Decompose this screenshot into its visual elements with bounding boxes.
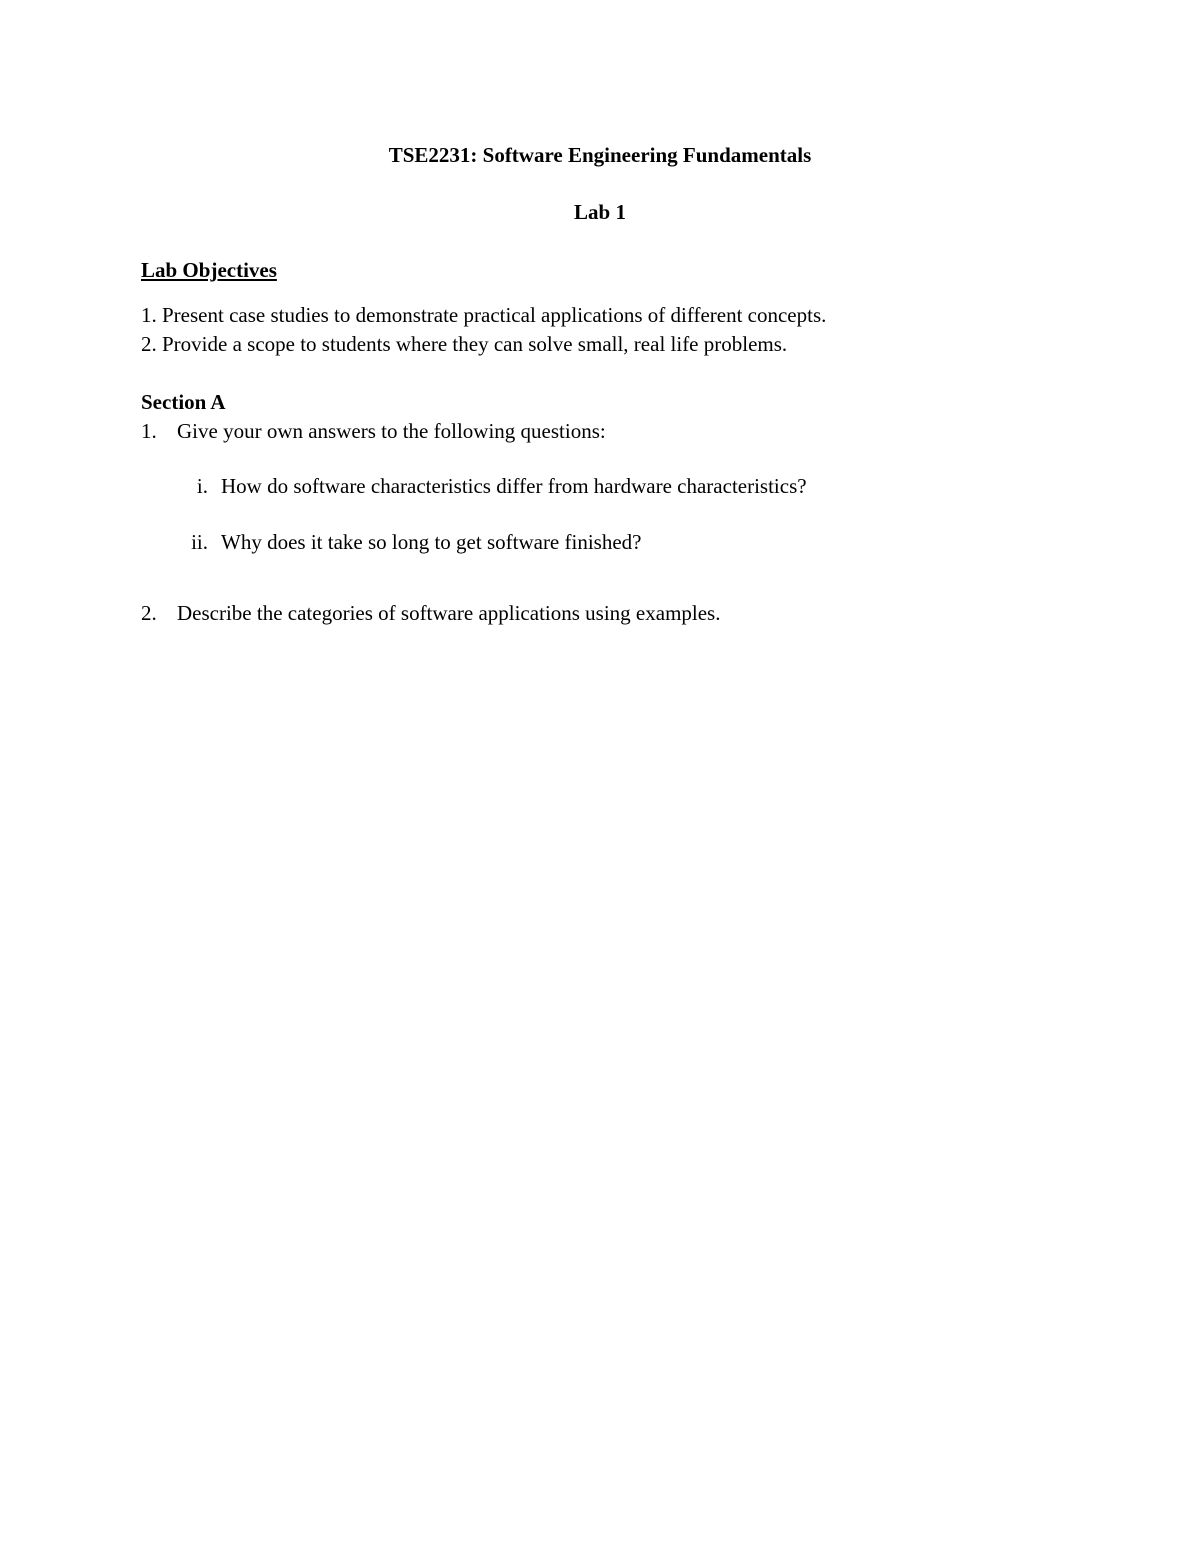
subquestion-text: How do software characteristics differ from hardware characteristics? bbox=[221, 474, 807, 498]
subquestion-text: Why does it take so long to get software finished? bbox=[221, 530, 642, 554]
objective-item: 1. Present case studies to demonstrate practical applications of different concepts. bbox=[141, 303, 827, 327]
objective-item: 2. Provide a scope to students where they can solve small, real life problems. bbox=[141, 332, 788, 356]
question-text: Describe the categories of software applications using examples. bbox=[177, 601, 721, 625]
objectives-heading: Lab Objectives bbox=[141, 258, 277, 282]
subquestion-number: i. bbox=[196, 474, 208, 498]
question-text: Give your own answers to the following questions: bbox=[177, 419, 606, 443]
document-subtitle: Lab 1 bbox=[574, 200, 626, 224]
question-number: 2. bbox=[141, 601, 157, 625]
question-number: 1. bbox=[141, 419, 157, 443]
document-title: TSE2231: Software Engineering Fundamentals bbox=[388, 143, 812, 167]
section-a-heading: Section A bbox=[141, 390, 226, 414]
subquestion-number: ii. bbox=[191, 530, 208, 554]
